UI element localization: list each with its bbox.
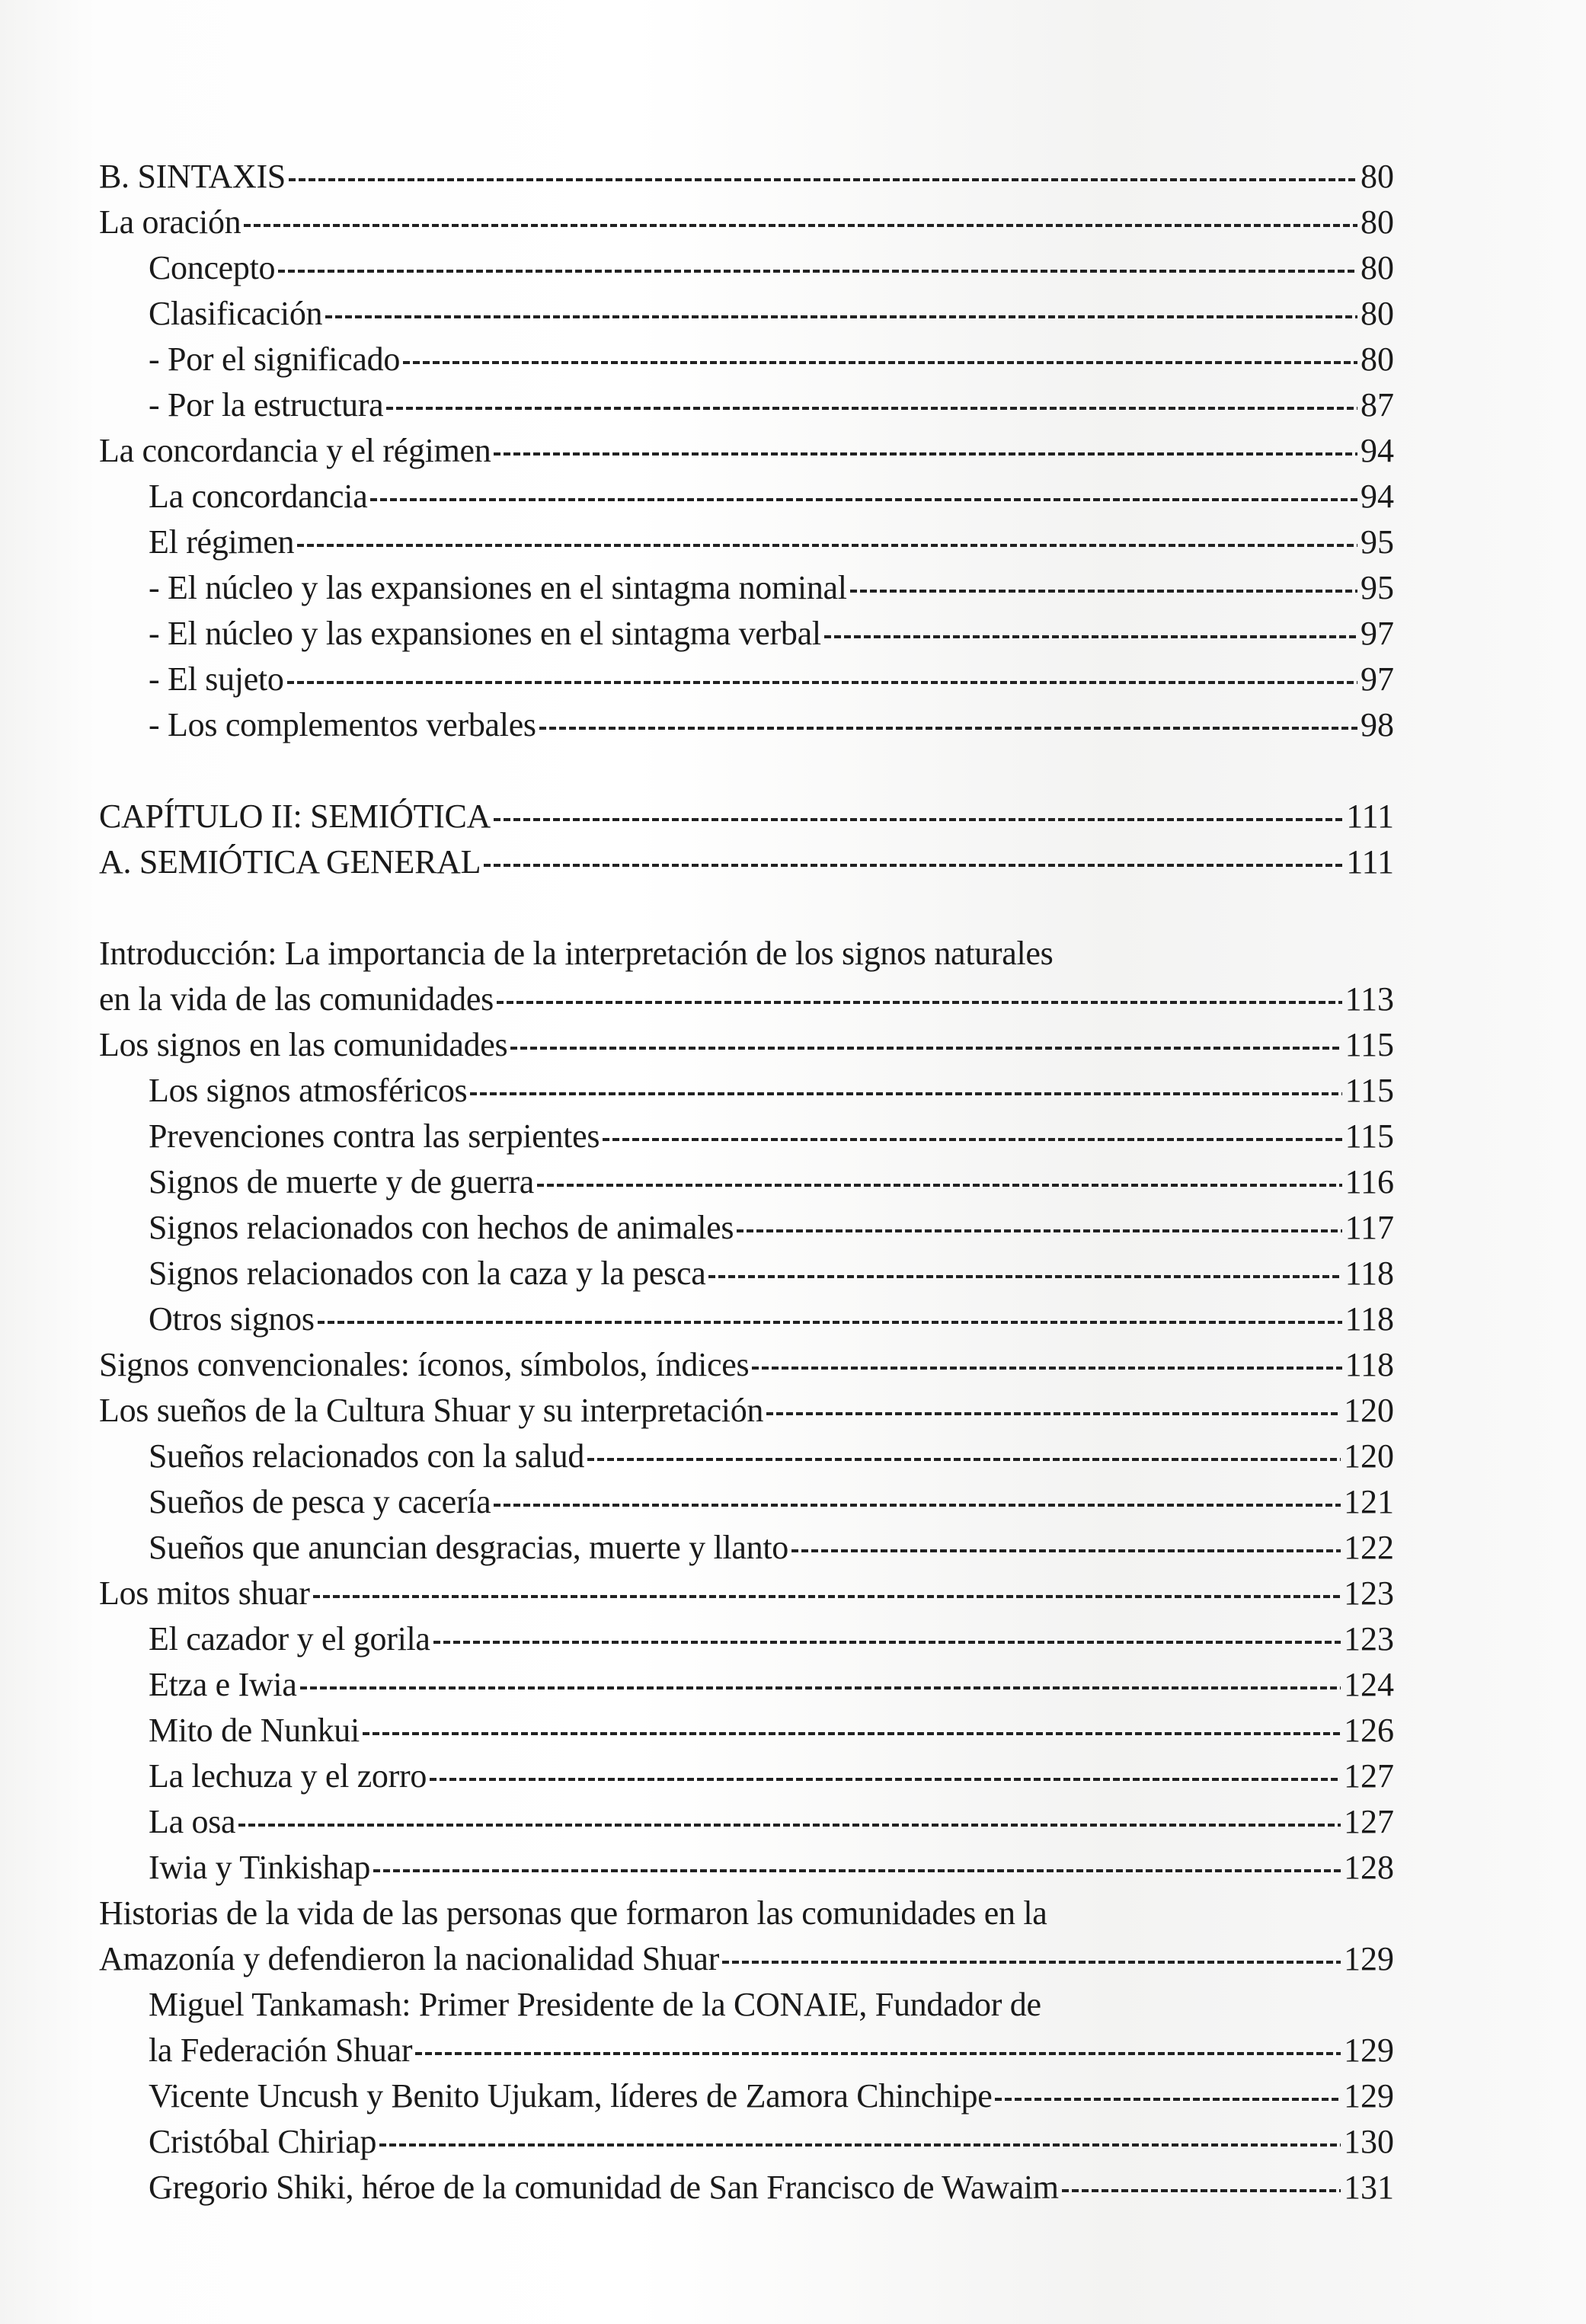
- toc-entry[interactable]: [99, 1159, 1394, 1205]
- toc-spacer: [99, 885, 1394, 931]
- toc-entry[interactable]: [99, 839, 1394, 885]
- toc-entry-title: CAPÍTULO II: SEMIÓTICA: [99, 798, 491, 835]
- dot-leader: [737, 1229, 1341, 1232]
- dot-leader: [537, 1184, 1342, 1187]
- toc-entry-page-number: 95: [1361, 523, 1394, 561]
- toc-entry-page-number: 113: [1345, 980, 1394, 1018]
- dot-leader: [850, 590, 1357, 593]
- toc-entry-title: - El sujeto: [149, 660, 284, 698]
- toc-entry-page-number: 123: [1344, 1620, 1394, 1657]
- toc-entry-title: Otros signos: [149, 1300, 315, 1338]
- toc-entry-title: Sueños que anuncian desgracias, muerte y llanto: [149, 1529, 788, 1566]
- toc-entry-title: Los signos atmosféricos: [149, 1072, 468, 1109]
- toc-entry[interactable]: [99, 1982, 1394, 2028]
- toc-entry-title: La osa: [149, 1803, 236, 1840]
- toc-entry[interactable]: [99, 565, 1394, 611]
- toc-entry[interactable]: [99, 1891, 1394, 1936]
- dot-leader: [766, 1412, 1341, 1415]
- toc-spacer: [99, 748, 1394, 794]
- toc-entry-page-number: 127: [1344, 1803, 1394, 1840]
- toc-entry-title: Los signos en las comunidades: [99, 1026, 508, 1063]
- toc-entry-page-number: 129: [1344, 2032, 1394, 2069]
- dot-leader: [752, 1367, 1341, 1370]
- toc-entry[interactable]: [99, 977, 1394, 1022]
- toc-entry-page-number: 129: [1344, 2077, 1394, 2115]
- toc-entry[interactable]: [99, 1388, 1394, 1434]
- dot-leader: [824, 635, 1357, 638]
- toc-entry[interactable]: [99, 1296, 1394, 1342]
- toc-entry-page-number: 80: [1361, 295, 1394, 332]
- toc-entry-page-number: 117: [1345, 1209, 1394, 1246]
- toc-entry-page-number: 129: [1344, 1940, 1394, 1977]
- toc-entry[interactable]: [99, 1662, 1394, 1708]
- toc-entry[interactable]: [99, 1616, 1394, 1662]
- dot-leader: [494, 452, 1357, 456]
- toc-entry-page-number: 123: [1344, 1574, 1394, 1612]
- toc-entry[interactable]: [99, 1479, 1394, 1525]
- toc-entry-title: Introducción: La importancia de la interpretación de los signos naturales: [99, 935, 1054, 972]
- dot-leader: [510, 1047, 1341, 1050]
- toc-entry-page-number: 127: [1344, 1757, 1394, 1795]
- toc-entry-page-number: 80: [1361, 249, 1394, 286]
- toc-entry-page-number: 128: [1344, 1849, 1394, 1886]
- toc-entry-title: Los mitos shuar: [99, 1574, 310, 1612]
- toc-entry-title: Clasificación: [149, 295, 323, 332]
- toc-entry-title: Sueños de pesca y cacería: [149, 1483, 491, 1520]
- toc-entry-title: Concepto: [149, 249, 276, 286]
- toc-entry-title: El régimen: [149, 523, 295, 561]
- toc-entry[interactable]: [99, 2028, 1394, 2073]
- toc-entry-page-number: 115: [1345, 1117, 1394, 1155]
- toc-entry[interactable]: [99, 337, 1394, 382]
- toc-entry-page-number: 124: [1344, 1666, 1394, 1703]
- toc-entry-page-number: 115: [1345, 1026, 1394, 1063]
- dot-leader: [403, 361, 1357, 364]
- toc-entry-page-number: 116: [1345, 1163, 1394, 1200]
- toc-entry-title: La oración: [99, 203, 241, 241]
- toc-entry-page-number: 98: [1361, 706, 1394, 743]
- toc-entry-title: La concordancia: [149, 478, 368, 515]
- dot-leader: [494, 818, 1343, 821]
- toc-entry[interactable]: [99, 291, 1394, 337]
- dot-leader: [325, 315, 1357, 318]
- toc-entry[interactable]: [99, 382, 1394, 428]
- toc-entry-page-number: 97: [1361, 660, 1394, 698]
- dot-leader: [289, 178, 1357, 181]
- toc-entry[interactable]: [99, 1205, 1394, 1251]
- dot-leader: [722, 1961, 1341, 1964]
- toc-entry-title: Mito de Nunkui: [149, 1712, 360, 1749]
- toc-entry[interactable]: [99, 2073, 1394, 2119]
- toc-entry[interactable]: [99, 1251, 1394, 1296]
- toc-entry-title: Signos relacionados con hechos de animales: [149, 1209, 734, 1246]
- toc-entry[interactable]: [99, 200, 1394, 245]
- toc-entry-title: A. SEMIÓTICA GENERAL: [99, 843, 481, 881]
- toc-entry[interactable]: [99, 154, 1394, 200]
- dot-leader: [587, 1458, 1341, 1461]
- toc-entry-title: - El núcleo y las expansiones en el sintagma nominal: [149, 569, 847, 606]
- toc-entry[interactable]: [99, 428, 1394, 474]
- toc-entry-page-number: 97: [1361, 615, 1394, 652]
- toc-entry[interactable]: [99, 1936, 1394, 1982]
- toc-entry-page-number: 80: [1361, 158, 1394, 195]
- toc-entry[interactable]: [99, 1068, 1394, 1114]
- toc-entry-title: Los sueños de la Cultura Shuar y su interpretación: [99, 1392, 764, 1429]
- toc-entry-title: - Los complementos verbales: [149, 706, 536, 743]
- toc-entry-title: Prevenciones contra las serpientes: [149, 1117, 600, 1155]
- toc-entry-page-number: 95: [1361, 569, 1394, 606]
- dot-leader: [494, 1504, 1341, 1507]
- toc-entry-page-number: 118: [1345, 1255, 1394, 1292]
- toc-entry-title: - Por el significado: [149, 340, 401, 378]
- toc-entry-title: - Por la estructura: [149, 386, 384, 424]
- dot-leader: [497, 1001, 1342, 1004]
- toc-entry[interactable]: [99, 2119, 1394, 2165]
- toc-entry-page-number: 87: [1361, 386, 1394, 424]
- toc-entry-title: Amazonía y defendieron la nacionalidad Shuar: [99, 1940, 719, 1977]
- toc-entry-title: Cristóbal Chiriap: [149, 2123, 377, 2160]
- toc-entry-page-number: 115: [1345, 1072, 1394, 1109]
- dot-leader: [433, 1641, 1341, 1644]
- toc-entry[interactable]: [99, 611, 1394, 657]
- dot-leader: [244, 224, 1357, 227]
- toc-entry-title: en la vida de las comunidades: [99, 980, 494, 1018]
- dot-leader: [318, 1321, 1342, 1324]
- toc-entry[interactable]: [99, 245, 1394, 291]
- toc-entry-page-number: 80: [1361, 203, 1394, 241]
- toc-entry-title: Sueños relacionados con la salud: [149, 1437, 585, 1475]
- toc-entry-page-number: 131: [1344, 2169, 1394, 2206]
- toc-entry-title: Miguel Tankamash: Primer Presidente de la CONAIE, Fundador de: [149, 1986, 1041, 2023]
- toc-entry-title: B. SINTAXIS: [99, 158, 286, 195]
- toc-entry[interactable]: [99, 1342, 1394, 1388]
- toc-entry[interactable]: [99, 702, 1394, 748]
- dot-leader: [470, 1092, 1341, 1095]
- toc-entry-page-number: 121: [1344, 1483, 1394, 1520]
- dot-leader: [603, 1138, 1341, 1141]
- toc-entry-title: Vicente Uncush y Benito Ujukam, líderes de Zamora Chinchipe: [149, 2077, 993, 2115]
- toc-entry[interactable]: [99, 2165, 1394, 2211]
- toc-entry-title: Historias de la vida de las personas que formaron las comunidades en la: [99, 1894, 1047, 1932]
- toc-entry[interactable]: [99, 1434, 1394, 1479]
- toc-entry-page-number: 118: [1345, 1300, 1394, 1338]
- toc-entry[interactable]: [99, 794, 1394, 839]
- toc-entry[interactable]: [99, 519, 1394, 565]
- toc-entry[interactable]: [99, 1114, 1394, 1159]
- toc-entry-page-number: 80: [1361, 340, 1394, 378]
- toc-entry[interactable]: [99, 1799, 1394, 1845]
- toc-entry-page-number: 126: [1344, 1712, 1394, 1749]
- toc-entry-title: Signos relacionados con la caza y la pesca: [149, 1255, 706, 1292]
- dot-leader: [1062, 2189, 1341, 2192]
- dot-leader: [995, 2098, 1341, 2101]
- toc-entry-title: Signos convencionales: íconos, símbolos, índices: [99, 1346, 750, 1383]
- dot-leader: [373, 1869, 1341, 1872]
- dot-leader: [539, 727, 1357, 730]
- toc-entry-page-number: 111: [1346, 843, 1394, 881]
- toc-entry[interactable]: [99, 1708, 1394, 1753]
- toc-entry[interactable]: [99, 1022, 1394, 1068]
- toc-entry-title: - El núcleo y las expansiones en el sintagma verbal: [149, 615, 821, 652]
- dot-leader: [363, 1732, 1341, 1735]
- toc-entry-title: La lechuza y el zorro: [149, 1757, 427, 1795]
- dot-leader: [278, 270, 1357, 273]
- toc-entry[interactable]: [99, 1571, 1394, 1616]
- toc-entry-page-number: 118: [1345, 1346, 1394, 1383]
- toc-entry-page-number: 94: [1361, 478, 1394, 515]
- dot-leader: [791, 1549, 1341, 1552]
- toc-entry-title: Etza e Iwia: [149, 1666, 297, 1703]
- dot-leader: [708, 1275, 1341, 1278]
- dot-leader: [238, 1824, 1341, 1827]
- dot-leader: [484, 864, 1343, 867]
- toc-entry-title: Signos de muerte y de guerra: [149, 1163, 535, 1200]
- toc-entry[interactable]: [99, 474, 1394, 519]
- toc-entry-page-number: 120: [1344, 1437, 1394, 1475]
- dot-leader: [415, 2052, 1341, 2055]
- toc-entry[interactable]: [99, 1525, 1394, 1571]
- dot-leader: [287, 681, 1357, 684]
- toc-entry-page-number: 122: [1344, 1529, 1394, 1566]
- toc-entry-title: la Federación Shuar: [149, 2032, 413, 2069]
- dot-leader: [379, 2143, 1341, 2147]
- toc-entry[interactable]: [99, 1753, 1394, 1799]
- dot-leader: [386, 407, 1357, 410]
- toc-entry-page-number: 94: [1361, 432, 1394, 469]
- toc-entry[interactable]: [99, 1845, 1394, 1891]
- toc-entry-title: La concordancia y el régimen: [99, 432, 491, 469]
- table-of-contents: [99, 154, 1394, 2211]
- toc-entry-page-number: 120: [1344, 1392, 1394, 1429]
- dot-leader: [370, 498, 1357, 501]
- dot-leader: [430, 1778, 1341, 1781]
- dot-leader: [300, 1686, 1341, 1689]
- dot-leader: [297, 544, 1357, 547]
- toc-entry-page-number: 130: [1344, 2123, 1394, 2160]
- toc-entry-title: Iwia y Tinkishap: [149, 1849, 371, 1886]
- toc-entry[interactable]: [99, 657, 1394, 702]
- toc-entry[interactable]: [99, 931, 1394, 977]
- dot-leader: [313, 1595, 1341, 1598]
- toc-entry-page-number: 111: [1346, 798, 1394, 835]
- toc-entry-title: Gregorio Shiki, héroe de la comunidad de San Francisco de Wawaim: [149, 2169, 1059, 2206]
- toc-entry-title: El cazador y el gorila: [149, 1620, 430, 1657]
